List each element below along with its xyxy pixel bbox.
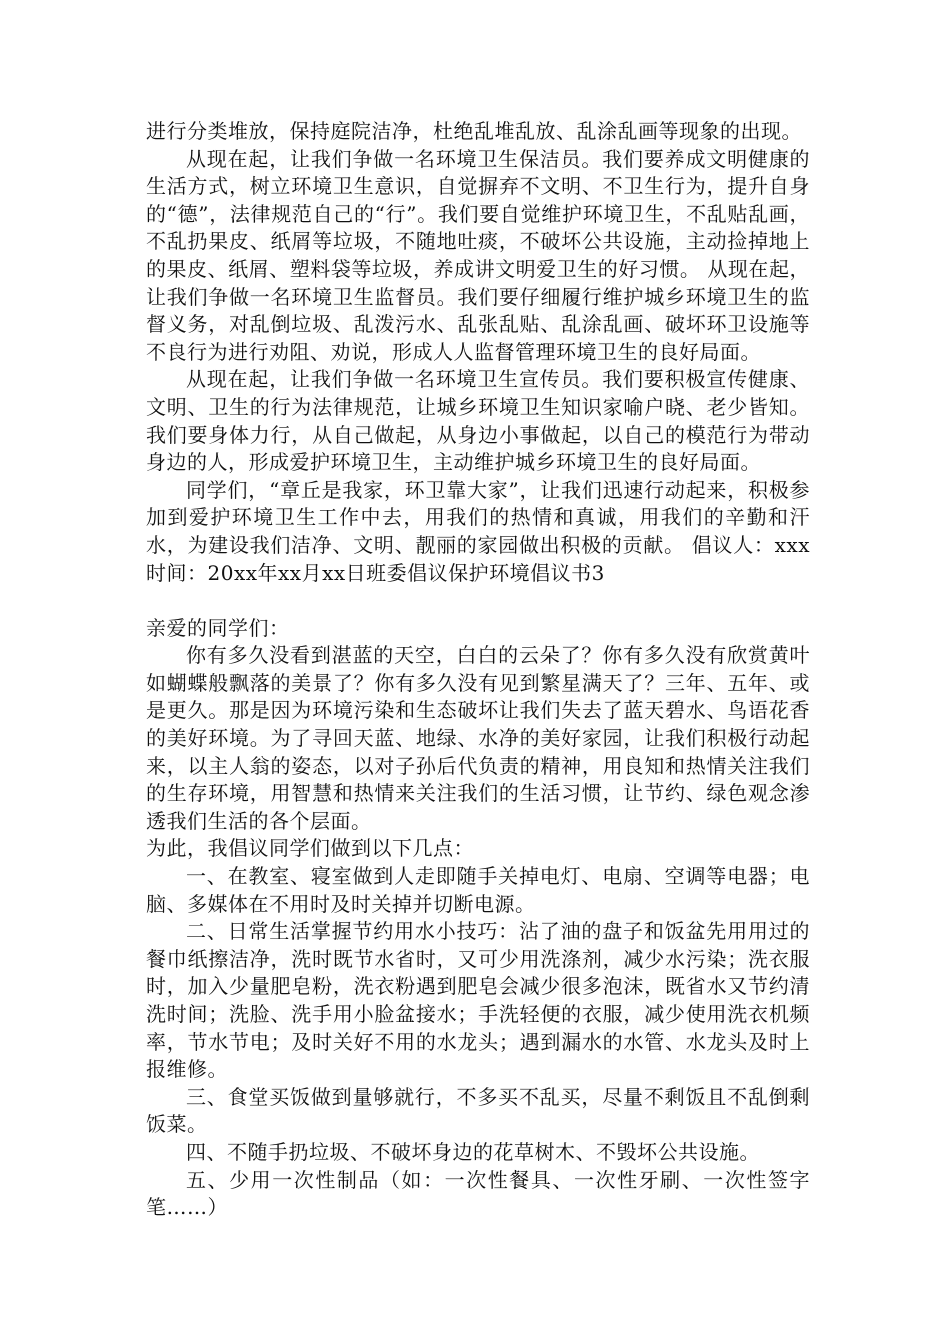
list-item-1: 一、在教室、寝室做到人走即随手关掉电灯、电扇、空调等电器；电脑、多媒体在不用时及时关掉并切断电源。 <box>146 864 810 916</box>
paragraph-proposal-lead: 为此，我倡议同学们做到以下几点： <box>146 836 474 861</box>
paragraph-closing-signature: 同学们，“章丘是我家，环卫靠大家”，让我们迅速行动起来，积极参加到爱护环境卫生工作中去，用我们的热情和真诚，用我们的辛勤和汗水，为建设我们洁净、文明、靓丽的家园做出积极的贡献。 倡议人：xxx 时间：20xx年xx月xx日班委倡议保护环境倡议书3 <box>146 477 810 585</box>
paragraph-continuation: 进行分类堆放，保持庭院洁净，杜绝乱堆乱放、乱涂乱画等现象的出现。 <box>146 119 802 143</box>
paragraph-cleaner: 从现在起，让我们争做一名环境卫生保洁员。我们要养成文明健康的生活方式，树立环境卫生意识，自觉摒弃不文明、不卫生行为，提升自身的“德”，法律规范自己的“行”。我们要自觉维护环境卫生，不乱贴乱画，不乱扔果皮、纸屑等垃圾，不随地吐痰，不破坏公共设施，主动捡掉地上的果皮、纸屑、塑料袋等垃圾，养成讲文明爱卫生的好习惯。 从现在起，让我们争做一名环境卫生监督员。我们要仔细履行维护城乡环境卫生的监督义务，对乱倒垃圾、乱泼污水、乱张乱贴、乱涂乱画、破坏环卫设施等不良行为进行劝阻、劝说，形成人人监督管理环境卫生的良好局面。 <box>146 146 810 364</box>
list-item-3: 三、食堂买饭做到量够就行，不多买不乱买，尽量不剩饭且不乱倒剩饭菜。 <box>146 1084 810 1137</box>
document-body <box>146 118 810 1222</box>
list-item-2: 二、日常生活掌握节约用水小技巧：沾了油的盘子和饭盆先用用过的餐巾纸擦洁净，洗时既节水省时，又可少用洗涤剂，减少水污染；洗衣服时，加入少量肥皂粉，洗衣粉遇到肥皂会减少很多泡沫，既省水又节约清洗时间；洗脸、洗手用小脸盆接水；手洗轻便的衣服，减少使用洗衣机频率，节水节电；及时关好不用的水龙头；遇到漏水的水管、水龙头及时上报维修。 <box>146 919 810 1082</box>
salutation: 亲爱的同学们： <box>146 615 290 640</box>
paragraph-publicist: 从现在起，让我们争做一名环境卫生宣传员。我们要积极宣传健康、文明、卫生的行为法律规范，让城乡环境卫生知识家喻户晓、老少皆知。我们要身体力行，从自己做起，从身边小事做起，以自己的模范行为带动身边的人，形成爱护环境卫生，主动维护城乡环境卫生的良好局面。 <box>146 367 810 475</box>
list-item-4: 四、不随手扔垃圾、不破坏身边的花草树木、不毁坏公共设施。 <box>186 1139 760 1164</box>
list-item-5: 五、少用一次性制品（如：一次性餐具、一次性牙刷、一次性签字笔……） <box>146 1167 810 1220</box>
paragraph-intro: 你有多久没看到湛蓝的天空，白白的云朵了？你有多久没有欣赏黄叶如蝴蝶般飘落的美景了？你有多久没有见到繁星满天了？三年、五年、或是更久。那是因为环境污染和生态破坏让我们失去了蓝天碧水、鸟语花香的美好环境。为了寻回天蓝、地绿、水净的美好家园，让我们积极行动起来，以主人翁的姿态，以对子孙后代负责的精神，用良知和热情关注我们的生存环境，用智慧和热情来关注我们的生活习惯，让节约、绿色观念渗透我们生活的各个层面。 <box>146 643 810 833</box>
blank-line <box>146 587 810 615</box>
